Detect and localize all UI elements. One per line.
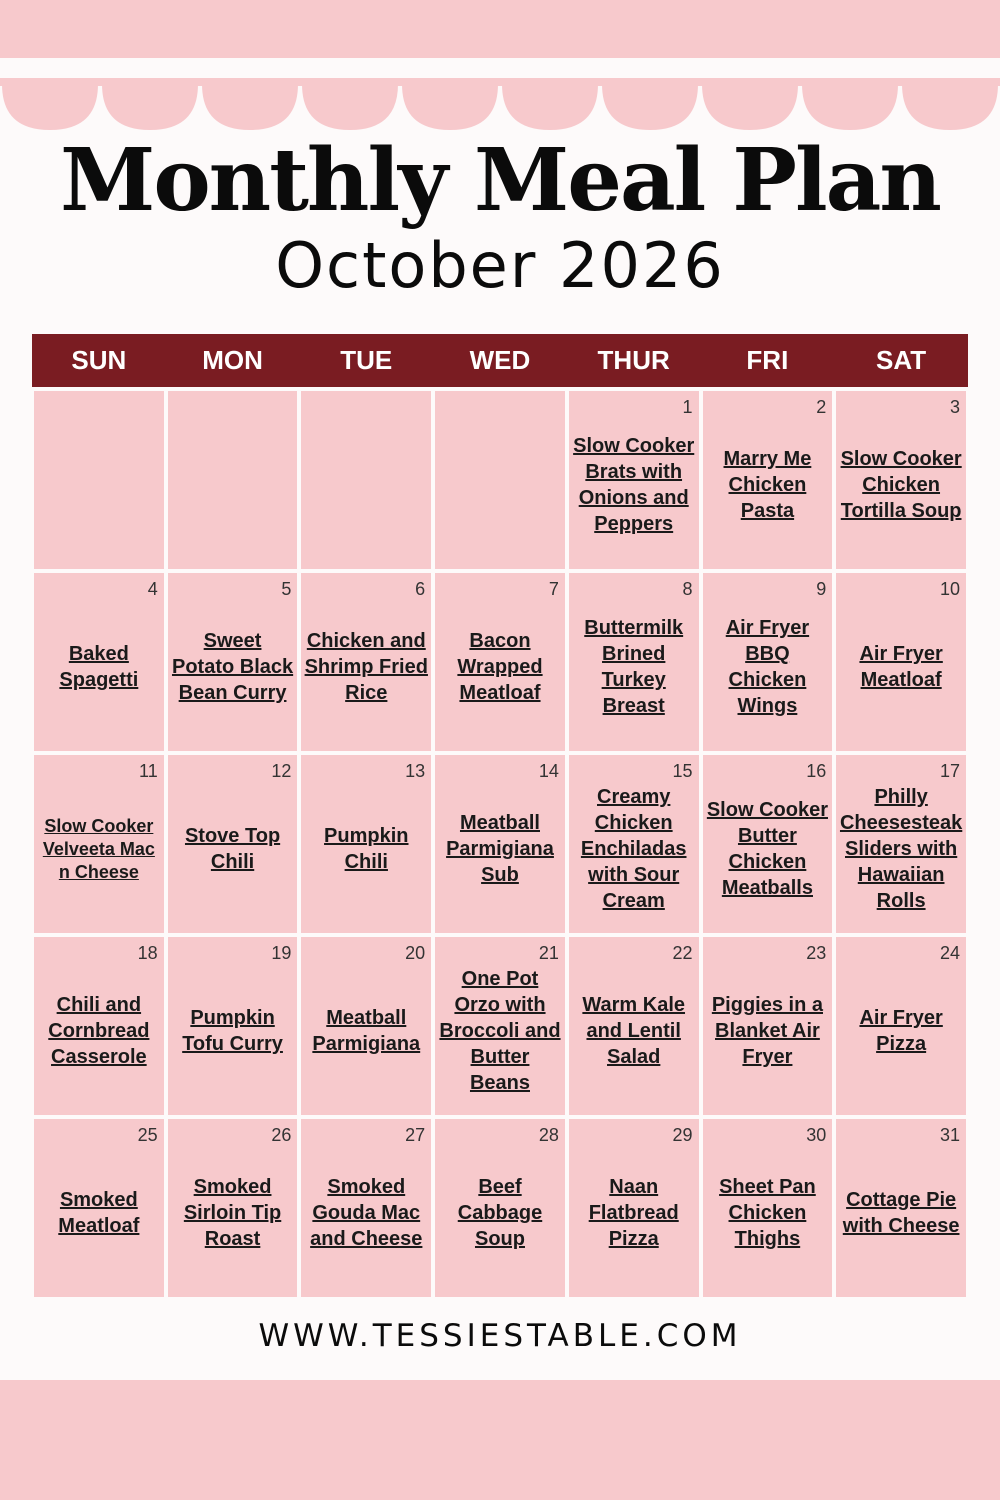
weekday-mon: MON	[202, 345, 263, 375]
day-number: 23	[806, 943, 827, 963]
meal-link[interactable]: Meatball Parmigiana	[312, 1007, 421, 1055]
day-number: 10	[939, 579, 960, 599]
scallop	[202, 84, 298, 130]
calendar-cell	[435, 937, 565, 1115]
meal-link[interactable]: Pumpkin Tofu Curry	[182, 1007, 283, 1055]
website-url: WWW.TESSIESTABLE.COM	[258, 1318, 742, 1354]
meal-link[interactable]: Stove Top Chili	[184, 825, 281, 873]
meal-link[interactable]: Slow Cooker Velveeta Mac n Cheese	[42, 815, 155, 882]
day-number: 27	[405, 1125, 426, 1145]
day-number: 6	[415, 579, 426, 599]
meal-link[interactable]: Warm Kale and Lentil Salad	[582, 994, 686, 1068]
calendar-cell	[168, 755, 298, 933]
scallop	[302, 84, 398, 130]
weekday-header	[32, 334, 968, 387]
day-number: 1	[682, 397, 693, 417]
meal-link[interactable]: Meatball Parmigiana Sub	[446, 812, 554, 886]
day-number: 20	[405, 943, 426, 963]
day-number: 12	[271, 761, 292, 781]
day-number: 16	[806, 761, 827, 781]
scallop	[902, 84, 998, 130]
meal-link[interactable]: Marry Me Chicken Pasta	[723, 448, 812, 522]
day-number: 18	[137, 943, 158, 963]
meal-link[interactable]: Baked Spagetti	[59, 643, 139, 691]
meal-link[interactable]: Chicken and Shrimp Fried Rice	[304, 630, 428, 704]
day-number: 25	[137, 1125, 158, 1145]
calendar-cell	[836, 937, 966, 1115]
day-number: 17	[939, 761, 960, 781]
calendar-cell	[301, 937, 431, 1115]
calendar-cell	[569, 755, 699, 933]
weekday-fri: FRI	[746, 345, 789, 375]
day-number: 13	[405, 761, 426, 781]
calendar-cell	[703, 573, 833, 751]
scallop	[602, 84, 698, 130]
day-number: 24	[939, 943, 960, 963]
weekday-thur: THUR	[597, 345, 670, 375]
scallop	[2, 84, 98, 130]
meal-link[interactable]: Piggies in a Blanket Air Fryer	[711, 994, 823, 1068]
meal-link[interactable]: Buttermilk Brined Turkey Breast	[584, 617, 684, 717]
day-number: 15	[672, 761, 693, 781]
meal-link[interactable]: Sheet Pan Chicken Thighs	[719, 1176, 816, 1250]
calendar-cell	[168, 1119, 298, 1297]
calendar-cell	[836, 1119, 966, 1297]
meal-link[interactable]: Slow Cooker Butter Chicken Meatballs	[706, 799, 828, 899]
day-number: 22	[672, 943, 693, 963]
meal-link[interactable]: Pumpkin Chili	[324, 825, 409, 873]
day-number: 3	[949, 397, 960, 417]
calendar-cell	[836, 573, 966, 751]
meal-link[interactable]: Air Fryer BBQ Chicken Wings	[725, 617, 810, 717]
day-number: 7	[548, 579, 559, 599]
calendar-cell	[703, 1119, 833, 1297]
weekday-sun: SUN	[71, 345, 127, 375]
meal-link[interactable]: Slow Cooker Brats with Onions and Peppers	[573, 435, 695, 535]
day-number: 9	[816, 579, 827, 599]
calendar-cell	[34, 573, 164, 751]
calendar-grid	[34, 391, 966, 1297]
meal-link[interactable]: Cottage Pie with Cheese	[842, 1189, 960, 1237]
day-number: 30	[806, 1125, 827, 1145]
top-band	[0, 0, 1000, 58]
calendar-cell	[435, 573, 565, 751]
calendar-cell	[168, 573, 298, 751]
calendar-cell	[569, 937, 699, 1115]
meal-link[interactable]: Air Fryer Meatloaf	[859, 643, 943, 691]
calendar-cell	[34, 937, 164, 1115]
meal-link[interactable]: Naan Flatbread Pizza	[588, 1176, 679, 1250]
calendar-cell	[301, 573, 431, 751]
day-number: 8	[682, 579, 693, 599]
day-number: 26	[271, 1125, 292, 1145]
meal-link[interactable]: Chili and Cornbread Casserole	[48, 994, 150, 1068]
day-number: 19	[271, 943, 292, 963]
meal-link[interactable]: Smoked Sirloin Tip Roast	[183, 1176, 282, 1250]
calendar-cell	[836, 391, 966, 569]
calendar-cell	[301, 1119, 431, 1297]
meal-link[interactable]: Smoked Gouda Mac and Cheese	[310, 1176, 423, 1250]
day-number: 4	[147, 579, 158, 599]
meal-link[interactable]: Smoked Meatloaf	[58, 1189, 140, 1237]
calendar-cell	[569, 391, 699, 569]
scallop	[502, 84, 598, 130]
meal-link[interactable]: Air Fryer Pizza	[859, 1007, 943, 1055]
calendar-cell	[301, 755, 431, 933]
calendar-cell	[569, 573, 699, 751]
month-subtitle: October 2026	[275, 229, 725, 302]
calendar-cell	[168, 391, 298, 569]
day-number: 5	[281, 579, 292, 599]
calendar-cell	[435, 391, 565, 569]
calendar-cell	[569, 1119, 699, 1297]
calendar-cell	[836, 755, 966, 933]
day-number: 28	[538, 1125, 559, 1145]
meal-link[interactable]: One Pot Orzo with Broccoli and Butter Beans	[439, 968, 561, 1094]
day-number: 11	[139, 761, 158, 781]
meal-link[interactable]: Creamy Chicken Enchiladas with Sour Cream	[580, 786, 687, 912]
scallop	[402, 84, 498, 130]
calendar-cell	[703, 391, 833, 569]
calendar-cell	[435, 1119, 565, 1297]
calendar-cell	[34, 755, 164, 933]
day-number: 29	[672, 1125, 693, 1145]
calendar-cell	[168, 937, 298, 1115]
day-number: 14	[538, 761, 559, 781]
meal-link[interactable]: Bacon Wrapped Meatloaf	[457, 630, 543, 704]
day-number: 2	[816, 397, 827, 417]
meal-link[interactable]: Slow Cooker Chicken Tortilla Soup	[840, 448, 962, 522]
calendar-cell	[34, 391, 164, 569]
calendar-cell	[703, 755, 833, 933]
weekday-sat: SAT	[876, 345, 927, 375]
calendar-cell	[435, 755, 565, 933]
meal-link[interactable]: Beef Cabbage Soup	[457, 1176, 543, 1250]
day-number: 31	[939, 1125, 960, 1145]
day-number: 21	[538, 943, 559, 963]
weekday-tue: TUE	[340, 345, 393, 375]
calendar-cell	[703, 937, 833, 1115]
meal-link[interactable]: Sweet Potato Black Bean Curry	[171, 630, 294, 704]
scallop	[802, 84, 898, 130]
scallop	[702, 84, 798, 130]
calendar-cell	[34, 1119, 164, 1297]
weekday-wed: WED	[469, 345, 531, 375]
calendar-cell	[301, 391, 431, 569]
scallop	[102, 84, 198, 130]
page-title: Monthly Meal Plan	[60, 130, 940, 231]
bottom-band	[0, 1380, 1000, 1500]
meal-link[interactable]: Philly Cheesesteak Sliders with Hawaiian Rolls	[839, 786, 963, 912]
